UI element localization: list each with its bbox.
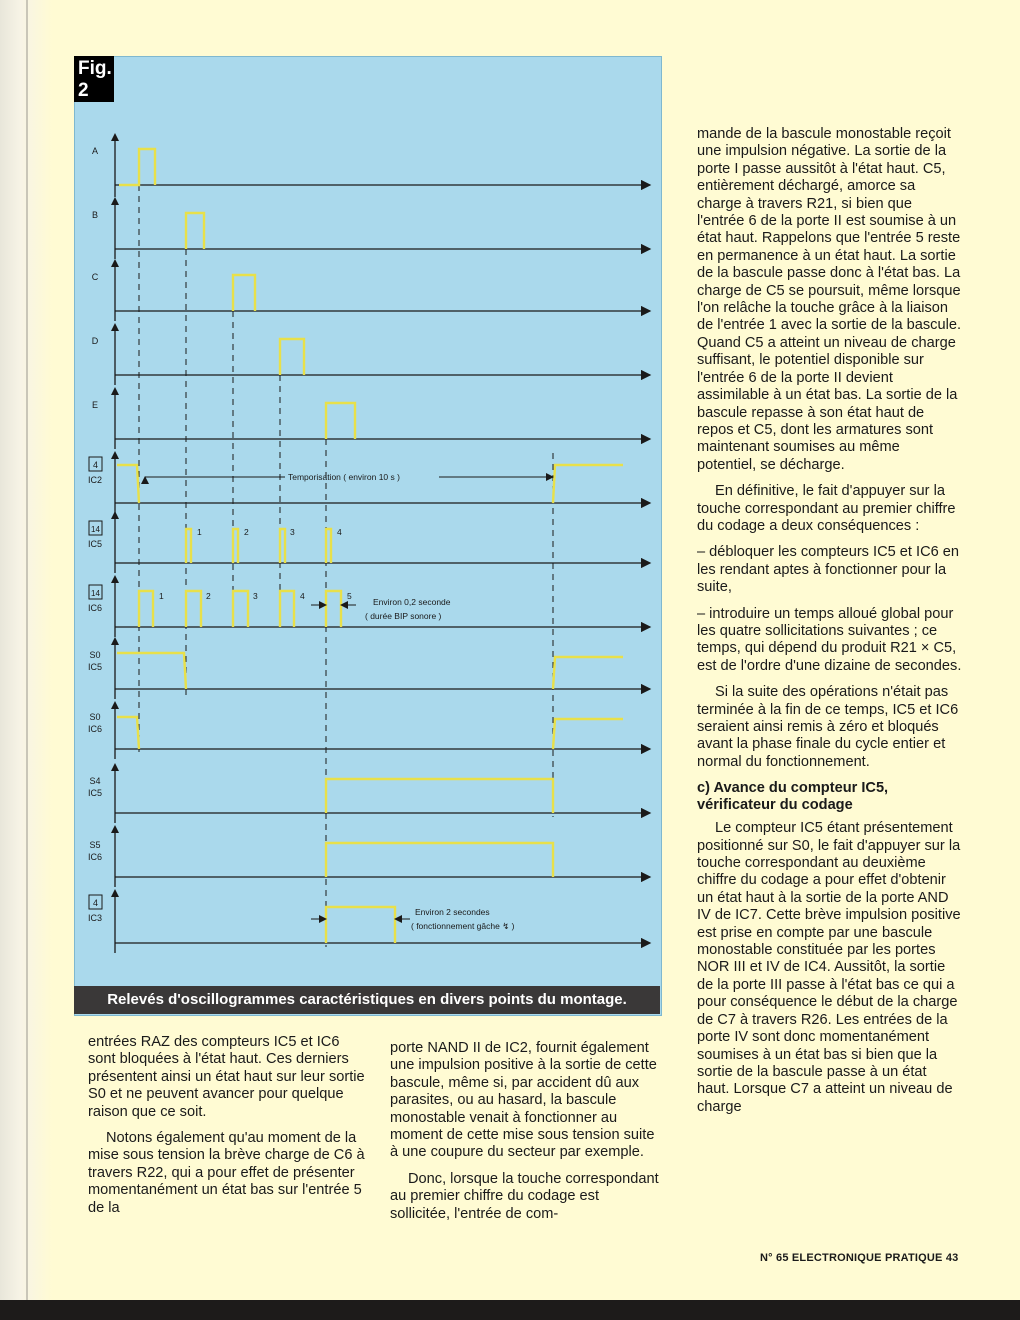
label-ic5-box: 14 [91, 525, 100, 534]
timing-diagram [75, 57, 661, 1015]
trace-s5 [326, 843, 553, 877]
label-e: E [91, 400, 99, 410]
paragraph: mande de la bascule monostable reçoit une impulsion négative. La sortie de la porte I passe aussitôt à l'état haut. C5, entièrement déchargé, amorce sa charge à travers R21, si bien que l'entrée 6 de la porte II est soumise à un état haut. Rappelons que l'entrée 5 reste en permanence à un état haut. La sortie de la bascule passe donc à l'état bas. La charge de C5 se poursuit, même lorsque l'on relâche la touche grâce à la liaison de l'entrée 1 avec la sortie de la bascule. Quand C5 a atteint un niveau de charge suffisant, le potentiel disponible sur l'entrée 6 de la porte II devient assimilable à un état bas. La sortie de la bascule repasse à son état haut de repos et C5, dont les armatures sont maintenant soumises au même potentiel, se décharge. [697, 126, 962, 473]
page-gutter [0, 0, 52, 1320]
annotations [288, 472, 515, 931]
trace-a [119, 149, 155, 185]
paragraph: Si la suite des opérations n'était pas terminée à la fin de ce temps, IC5 et IC6 seraient ainsi remis à zéro et bloqués avant la phase finale du cycle entier et normal du fonctionnement. [697, 684, 959, 770]
paragraph: entrées RAZ des compteurs IC5 et IC6 sont bloquées à l'état haut. Ces derniers présentent ainsi un état haut sur leur sortie S0 et ne peuvent avancer pour quelque raison que ce soit. [88, 1034, 365, 1120]
label-s5: S5 [89, 840, 101, 850]
env02-line2: ( durée BIP sonore ) [365, 611, 442, 621]
label-ic6: IC6 [87, 603, 103, 613]
pulse-number: 1 [159, 591, 164, 601]
pulse-number: 3 [290, 527, 295, 537]
paragraph: Le compteur IC5 étant présentement positionné sur S0, le fait d'appuyer sur la touche correspondant au deuxième chiffre du codage a pour effet d'obtenir un état haut à la sortie de la porte AND IV de IC7. Cette brève impulsion positive est prise en compte par une bascule monostable constituée par les portes NOR III et IV de IC4. Aussitôt, la sortie de la porte III passe à l'état bas ce qui a pour conséquence le début de la charge de C7 à travers R26. Les entrées de la porte IV sont donc momentanément soumises à un état bas si bien que la sortie de la bascule passe à un état haut. Lorsque C7 a atteint un niveau de charge [697, 820, 961, 1115]
trace-b [186, 213, 204, 249]
trace-s4 [326, 779, 553, 813]
trace-s0-ic6 [117, 717, 623, 749]
trace-ic6 [139, 591, 341, 627]
label-ic5: IC5 [87, 539, 103, 549]
axes [115, 135, 650, 953]
env2-line2: ( fonctionnement gâche ↯ ) [411, 921, 515, 931]
paragraph: – introduire un temps alloué global pour les quatre sollicitations suivantes ; ce temps, qui dépend du produit R21 × C5, est de l'ordre d'une dizaine de secondes. [697, 605, 962, 674]
dashed-guides [139, 185, 553, 947]
trace-ic2 [117, 465, 623, 503]
label-s5-ic: IC6 [87, 852, 103, 862]
pulse-number: 4 [337, 527, 342, 537]
figure-badge-line1: Fig. [78, 58, 112, 79]
label-s4-ic: IC5 [87, 788, 103, 798]
label-d: D [91, 336, 99, 346]
env2-line1: Environ 2 secondes [415, 907, 490, 917]
trace-ic3 [326, 907, 395, 943]
paragraph: Donc, lorsque la touche correspondant au premier chiffre du codage est sollicitée, l'entrée de com- [390, 1170, 659, 1222]
column-left [88, 1034, 370, 1226]
label-b: B [91, 210, 99, 220]
figure-badge-line2: 2 [78, 80, 89, 101]
label-ic6-box: 14 [91, 589, 100, 598]
figure-badge [74, 56, 114, 102]
env02-line1: Environ 0,2 seconde [373, 597, 451, 607]
label-s0-ic6: IC6 [87, 724, 103, 734]
trace-ic5 [186, 529, 331, 563]
paragraph: Notons également qu'au moment de la mise sous tension la brève charge de C6 à travers R22, qui a pour effet de présenter momentanément un état bas sur l'entrée 5 de la [88, 1130, 365, 1216]
oscillogram-figure [74, 56, 662, 1016]
trace-s0-ic5 [117, 653, 623, 689]
pulse-number: 1 [197, 527, 202, 537]
trace-e [326, 403, 355, 439]
page-edge [0, 1300, 1020, 1320]
trace-d [280, 339, 304, 375]
page-footer: N° 65 ELECTRONIQUE PRATIQUE 43 [760, 1252, 959, 1264]
column-middle [390, 1040, 660, 1232]
pulse-number: 2 [244, 527, 249, 537]
trace-c [233, 275, 255, 311]
label-a: A [91, 146, 99, 156]
label-ic2: IC2 [87, 475, 103, 485]
column-right [697, 126, 963, 1125]
paragraph: – débloquer les compteurs IC5 et IC6 en les rendant aptes à fonctionner pour la suite, [697, 544, 960, 596]
paragraph: En définitive, le fait d'appuyer sur la touche correspondant au premier chiffre du codage a deux conséquences : [697, 483, 956, 534]
label-c: C [91, 272, 99, 282]
pulse-number: 3 [253, 591, 258, 601]
label-ic2-box: 4 [92, 460, 99, 470]
pulse-number: 2 [206, 591, 211, 601]
label-s0b: S0 [89, 712, 101, 722]
label-s0-ic5: IC5 [87, 662, 103, 672]
pulse-number: 5 [347, 591, 352, 601]
pulse-number: 4 [300, 591, 305, 601]
figure-caption: Relevés d'oscillogrammes caractéristiques en divers points du montage. [74, 986, 660, 1014]
signal-traces [117, 149, 623, 943]
annotation-arrows [145, 477, 553, 919]
section-heading: c) Avance du compteur IC5, vérificateur du codage [697, 780, 889, 814]
label-s0: S0 [89, 650, 101, 660]
label-s4: S4 [89, 776, 101, 786]
paragraph: porte NAND II de IC2, fournit également une impulsion positive à la sortie de cette bascule, même si, par accident dû aux parasites, ou au hasard, la bascule monostable venait à fonctionner au moment de cette mise sous tension suite à une coupure du secteur par exemple. [390, 1040, 657, 1161]
label-ic3-box: 4 [92, 898, 99, 908]
tempo-label: Temporisation ( environ 10 s ) [288, 472, 400, 482]
label-ic3: IC3 [87, 913, 103, 923]
